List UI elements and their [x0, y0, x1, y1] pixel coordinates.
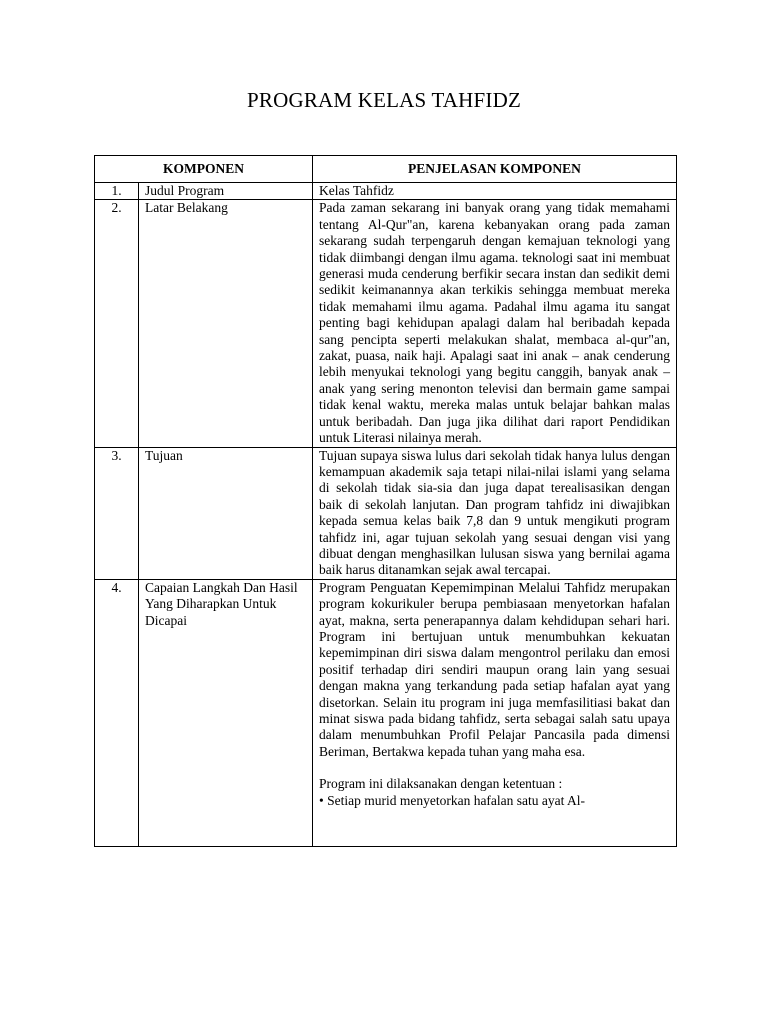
- row-number: 4.: [95, 579, 139, 846]
- component-description: Tujuan supaya siswa lulus dari sekolah tidak hanya lulus dengan kemampuan akademik saja tetapi nilai-nilai islami yang selama di sekolah tidak sia-sia dan juga dapat terealisasikan dengan baik di sekolah lanjutan. Dan program tahfidz ini diwajibkan kepada semua kelas baik 7,8 dan 9 untuk mengikuti program tahfidz ini, agar tujuan sekolah yang sesuai dengan visi yang dibuat dengan menghasilkan lulusan siswa yang bernilai agama baik harus ditanamkan sejak awal tercapai.: [313, 447, 677, 579]
- component-name: Capaian Langkah Dan Hasil Yang Diharapkan Untuk Dicapai: [139, 579, 313, 846]
- description-bullet: • Setiap murid menyetorkan hafalan satu ayat Al-: [319, 792, 586, 808]
- component-name: Latar Belakang: [139, 200, 313, 447]
- component-description: [313, 579, 677, 846]
- page-title: PROGRAM KELAS TAHFIDZ: [247, 88, 521, 112]
- description-paragraph: Program Penguatan Kepemimpinan Melalui Tahfidz merupakan program kokurikuler berupa pembiasaan menyetorkan hafalan ayat, makna, serta penerapannya dalam kehdidupan sehari hari. Program ini bertujuan untuk menumbuhkan kekuatan kepemimpinan diri siswa dalam mengontrol perilaku dan emosi positif terhadap diri sendiri maupun orang lain yang sesuai dengan makna yang terkandung pada setiap hafalan ayat yang disetorkan. Selain itu program ini juga memfasilitiasi bakat dan minat siswa pada bidang tahfidz, serta sebagai salah satu upaya dalam menumbuhkan Profil Pelajar Pancasila pada dimensi Beriman, Bertakwa kepada tuhan yang maha esa.: [319, 579, 670, 759]
- component-description: Kelas Tahfidz: [313, 183, 677, 200]
- component-description: Pada zaman sekarang ini banyak orang yang tidak memahami tentang Al-Qur"an, karena kebanyakan orang pada zaman sekarang sudah terpengaruh dengan kemajuan teknologi yang tidak diimbangi dengan ilmu agama. teknologi saat ini membuat generasi muda cenderung berfikir secara instan dan sedikit demi sedikit keimanannya akan terkikis sehingga membuat mereka tidak memahami ilmu agama. Padahal ilmu agama itu sangat penting bagi kehidupan apalagi dalam hal beribadah kepada sang pencipta seperti melakukan shalat, membaca al-qur"an, zakat, puasa, naik haji. Apalagi saat ini anak – anak cenderung lebih menyukai teknologi yang begitu canggih, banyak anak – anak yang sering menonton televisi dan bermain game sampai tidak kenal waktu, mereka malas untuk belajar bahkan malas untuk beribadah. Dan juga jika dilihat dari raport Pendidikan untuk Literasi nilainya merah.: [313, 200, 677, 447]
- table-row: [95, 200, 677, 447]
- component-name: Tujuan: [139, 447, 313, 579]
- row-number: 2.: [95, 200, 139, 447]
- component-name: Judul Program: [139, 183, 313, 200]
- table-header-row: [95, 156, 677, 183]
- table-row: [95, 183, 677, 200]
- row-number: 1.: [95, 183, 139, 200]
- program-table: [94, 155, 677, 847]
- description-note: Program ini dilaksanakan dengan ketentuan :: [319, 776, 563, 792]
- table-row: [95, 447, 677, 579]
- table-row: [95, 579, 677, 846]
- header-explanation: PENJELASAN KOMPONEN: [313, 156, 677, 183]
- row-number: 3.: [95, 447, 139, 579]
- header-component: KOMPONEN: [95, 156, 313, 183]
